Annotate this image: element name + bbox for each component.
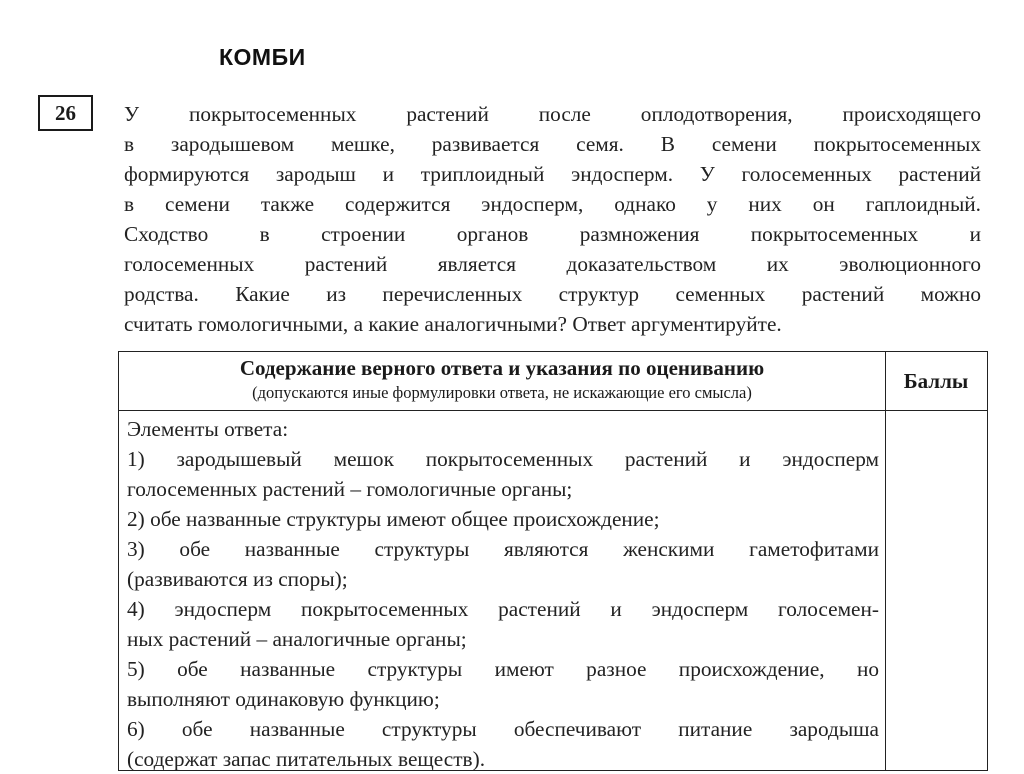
question-line: формируются зародыш и триплоидный эндосперм. У голосеменных растений [124, 162, 981, 186]
question-line: Сходство в строении органов размножения покрытосеменных и [124, 222, 981, 246]
answer-line: (развиваются из споры); [127, 567, 348, 591]
answer-line: 6) обе названные структуры обеспечивают питание зародыша [127, 717, 879, 741]
answer-line: 2) обе названные структуры имеют общее происхождение; [127, 507, 660, 531]
question-line: У покрытосеменных растений после оплодотворения, происходящего [124, 102, 981, 126]
header-divider [119, 410, 987, 411]
column-divider [885, 352, 886, 770]
question-line: родства. Какие из перечисленных структур семенных растений можно [124, 282, 981, 306]
question-line: в зародышевом мешке, развивается семя. В семени покрытосеменных [124, 132, 981, 156]
question-line: в семени также содержится эндосперм, однако у них он гаплоидный. [124, 192, 981, 216]
slide-heading: КОМБИ [219, 44, 306, 70]
table-header-subtitle: (допускаются иные формулировки ответа, не искажающие его смысла) [252, 383, 752, 402]
answer-elements-cell [127, 414, 879, 774]
question-line: считать гомологичными, а какие аналогичными? Ответ аргументируйте. [124, 312, 782, 336]
answer-line: выполняют одинаковую функцию; [127, 687, 440, 711]
answer-line: 1) зародышевый мешок покрытосеменных растений и эндосперм [127, 447, 879, 471]
question-text [124, 99, 981, 339]
question-line: голосеменных растений является доказательством их эволюционного [124, 252, 981, 276]
answer-line: голосеменных растений – гомологичные органы; [127, 477, 573, 501]
task-number-box: 26 [38, 95, 93, 131]
answer-line: Элементы ответа: [127, 417, 289, 441]
table-header-title: Содержание верного ответа и указания по оцениванию [239, 356, 765, 380]
answer-table [118, 351, 988, 771]
answer-line: (содержат запас питательных веществ). [127, 747, 486, 771]
answer-line: ных растений – аналогичные органы; [127, 627, 467, 651]
answer-line: 4) эндосперм покрытосеменных растений и эндосперм голосемен- [127, 597, 879, 621]
answer-line: 5) обе названные структуры имеют разное происхождение, но [127, 657, 879, 681]
answer-line: 3) обе названные структуры являются женскими гаметофитами [127, 537, 879, 561]
table-header-score: Баллы [903, 369, 969, 393]
